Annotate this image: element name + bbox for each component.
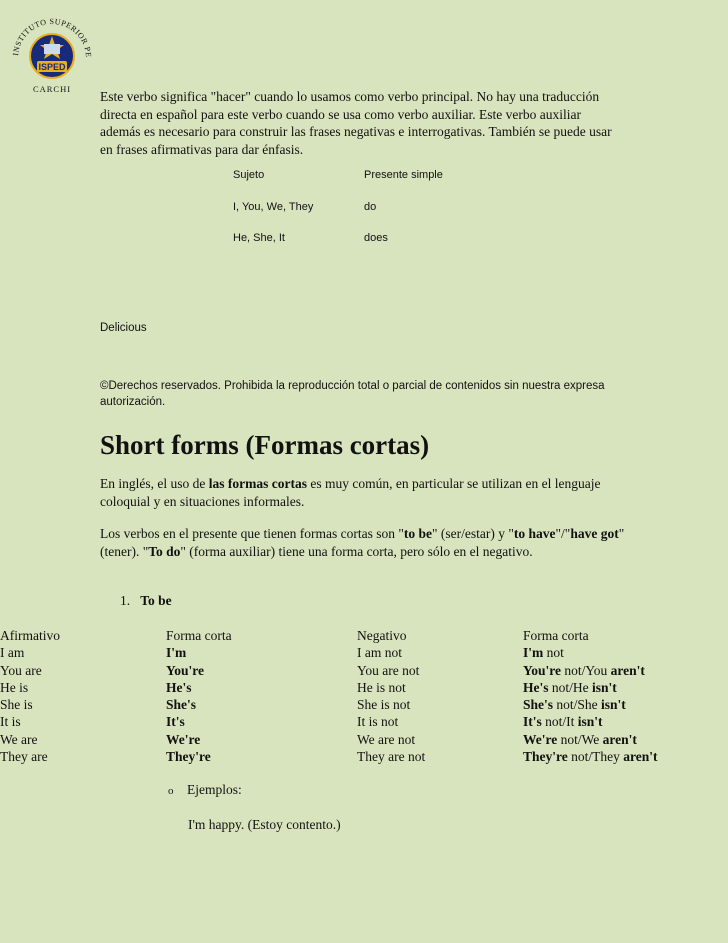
table-cell: You are [0, 662, 42, 678]
sub-list-item-examples [168, 781, 242, 801]
table-cell: It's [166, 714, 185, 730]
table-cell: I am [0, 645, 25, 661]
table-cell: He is not [357, 679, 406, 695]
table-cell: He's not/He isn't [523, 679, 617, 695]
table-cell: Forma corta [523, 628, 589, 643]
example-sentence: I'm happy. (Estoy contento.) [188, 817, 341, 832]
table-cell: It is [0, 714, 21, 730]
table-cell: You're not/You aren't [523, 662, 645, 678]
table-cell: He is [0, 679, 29, 695]
short-form-column [166, 627, 232, 765]
verb-table-header-present: Presente simple [364, 169, 443, 181]
table-cell: Afirmativo [0, 628, 60, 643]
affirmative-column [0, 627, 60, 765]
verb-table-cell: does [364, 232, 388, 244]
table-cell: We are not [357, 731, 416, 747]
table-cell: Forma corta [166, 628, 232, 643]
logo-bottom-text: CARCHI [32, 84, 72, 94]
delicious-link[interactable]: Delicious [100, 322, 147, 334]
logo-center-text: ISPED [38, 62, 66, 72]
verb-table-cell: I, You, We, They [233, 201, 314, 213]
short-forms-paragraph: En inglés, el uso de las formas cortas es muy común, en particular se utilizan en el lenguaje coloquial y en situaciones informales. [100, 476, 601, 509]
list-item-to-be [120, 592, 172, 610]
sub-item-label: Ejemplos: [187, 782, 242, 797]
page-heading: Short forms (Formas cortas) [100, 430, 430, 460]
table-cell: We are [0, 731, 38, 747]
table-cell: I am not [357, 645, 402, 661]
table-cell: They are not [357, 749, 426, 765]
table-cell: They're [166, 749, 211, 765]
table-cell: We're not/We aren't [523, 731, 637, 747]
table-cell: I'm not [523, 645, 564, 661]
rights-notice: ©Derechos reservados. Prohibida la reproducción total o parcial de contenidos sin nuestra expresa autorización. [100, 380, 605, 408]
table-cell: They're not/They aren't [523, 749, 658, 765]
logo-arc-text: INSTITUTO SUPERIOR PE [11, 16, 94, 58]
table-cell: She is not [357, 697, 411, 713]
sub-bullet-icon: o [168, 785, 174, 797]
table-cell: It's not/It isn't [523, 714, 603, 730]
negative-short-form-column [523, 627, 658, 765]
institute-logo [4, 6, 98, 96]
table-cell: She is [0, 697, 33, 713]
table-cell: She's [166, 697, 197, 713]
table-cell: You're [166, 662, 205, 678]
table-cell: Negativo [357, 628, 407, 643]
table-cell: You are not [357, 662, 420, 678]
verb-table-header-subject: Sujeto [233, 169, 265, 181]
table-cell: I'm [166, 645, 187, 661]
table-cell: We're [166, 731, 201, 747]
negative-column [357, 627, 425, 765]
intro-paragraph: Este verbo significa "hacer" cuando lo usamos como verbo principal. No hay una traducción directa en español para este verbo cuando se usa como verbo auxiliar. Este verbo auxiliar además es necesario para construir las frases negativas e interrogativas. También se puede usar en frases afirmativas para dar énfasis. [100, 89, 612, 157]
table-cell: They are [0, 749, 48, 765]
table-cell: He's [166, 679, 192, 695]
verbs-paragraph: Los verbos en el presente que tienen formas cortas son "to be" (ser/estar) y "to have"/"have got" (tener). "To do" (forma auxiliar) tiene una forma corta, pero sólo en el negativo. [100, 526, 625, 559]
logo-seal-icon [4, 6, 98, 96]
list-number: 1. [120, 593, 131, 608]
verb-table-cell: do [364, 201, 377, 213]
verb-table-cell: He, She, It [233, 232, 285, 244]
table-cell: It is not [357, 714, 399, 730]
table-cell: She's not/She isn't [523, 697, 626, 713]
list-label: To be [140, 593, 172, 608]
